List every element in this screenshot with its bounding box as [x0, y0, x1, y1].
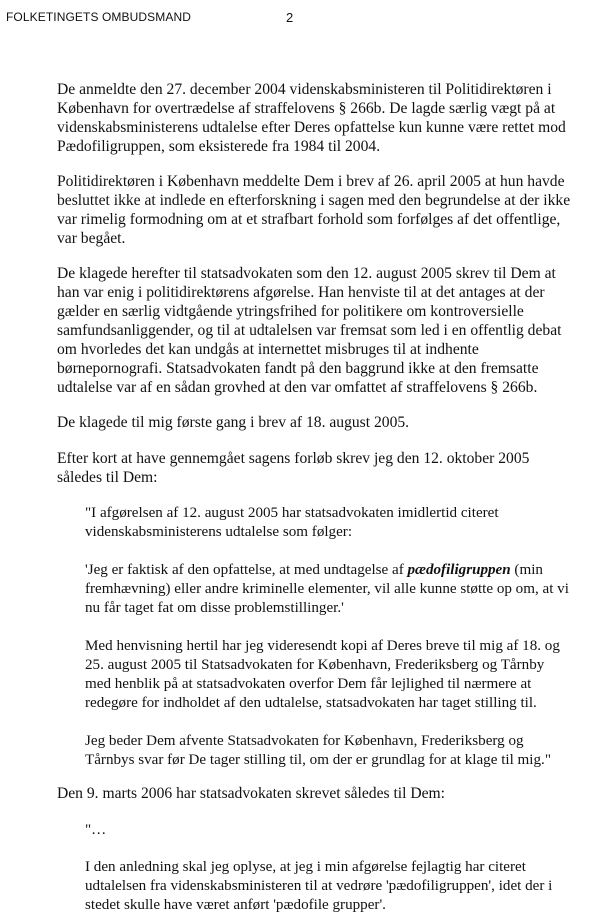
paragraph-3: De klagede herefter til statsadvokaten som den 12. august 2005 skrev til Dem at han var enig i politidirektørens afgørelse. Han henviste til at det antages at der gælder en særlig vidtgående ytringsfrihed for politikere om kontroversielle samfundsanliggender, og til at udtalelsen var fremsat som led i en offentlig debat om hvorledes det kan undgås at internettet misbruges til at indhente børnepornografi. Statsadvokaten fandt på den baggrund ikke at den fremsatte udtalelse var af en sådan grovhed at den var omfattet af straffelovens § 266b. — [57, 265, 562, 396]
page-number: 2 — [286, 10, 294, 25]
quote-paragraph-2 — [85, 561, 571, 618]
quote-opening: "… — [85, 822, 107, 838]
block-quote-1 — [85, 504, 571, 770]
document-body — [57, 80, 571, 915]
quote-text: 'Jeg er faktisk af den opfattelse, at med undtagelse af — [85, 562, 408, 578]
paragraph-2: Politidirektøren i København meddelte Dem i brev af 26. april 2005 at hun havde besluttet ikke at indlede en efterforskning i sagen med den begrundelse at der ikke var rimelig formodning om at et strafbart forhold som forfølges af det offentlige, var begået. — [57, 173, 571, 247]
quote-paragraph-4: Jeg beder Dem afvente Statsadvokaten for København, Frederiksberg og Tårnbys svar før De tager stilling til, om der er grundlag for at klage til mig." — [85, 733, 551, 768]
quote-paragraph-6: I den anledning skal jeg oplyse, at jeg i min afgørelse fejlagtig har citeret udtalelsen fra videnskabsministeren til at vedrøre 'pædofiligruppen', idet der i stedet skulle have været anført 'pædofile grupper'. — [85, 859, 553, 913]
block-quote-2 — [85, 821, 571, 915]
paragraph-4: De klagede til mig første gang i brev af 18. august 2005. — [57, 414, 410, 431]
paragraph-1: De anmeldte den 27. december 2004 videnskabsministeren til Politidirektøren i København for overtrædelse af straffelovens § 266b. De lagde særlig vægt på at videnskabsministerens udtalelse efter Deres opfattelse kun kunne være rettet mod Pædofiligruppen, som eksisterede fra 1984 til 2004. — [57, 81, 566, 155]
quote-paragraph-3: Med henvisning hertil har jeg videresendt kopi af Deres breve til mig af 18. og 25. august 2005 til Statsadvokaten for København, Frederiksberg og Tårnby med henblik på at statsadvokaten overfor Dem får lejlighed til nærmere at redegøre for indholdet af den udtalelse, statsadvokaten har taget stilling til. — [85, 638, 560, 711]
paragraph-6: Den 9. marts 2006 har statsadvokaten skrevet således til Dem: — [57, 785, 446, 802]
letterhead-title: FOLKETINGETS OMBUDSMAND — [6, 10, 191, 24]
quote-text: (min fremhævning) eller andre kriminelle elementer, vil alle kunne støtte op om, at vi nu får taget fat om disse problemstillinger.' — [85, 562, 569, 616]
paragraph-5: Efter kort at have gennemgået sagens forløb skrev jeg den 12. oktober 2005 således til Dem: — [57, 450, 530, 486]
emphasized-text: pædofiligruppen — [407, 562, 511, 578]
quote-paragraph-1: "I afgørelsen af 12. august 2005 har statsadvokaten imidlertid citeret videnskabsministerens udtalelse som følger: — [85, 505, 499, 540]
